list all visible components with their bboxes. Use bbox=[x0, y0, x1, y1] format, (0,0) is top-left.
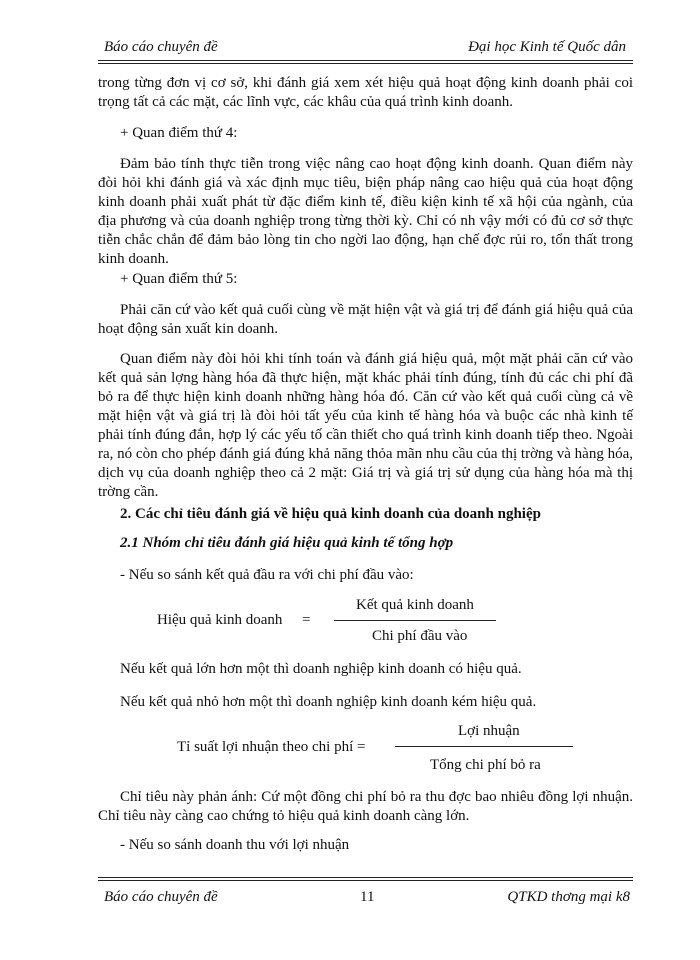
result-greater-than-one: Nếu kết quả lớn hơn một thì doanh nghiệp kinh doanh có hiệu quả. bbox=[120, 661, 522, 677]
header-rule bbox=[98, 60, 633, 61]
result-less-than-one: Nếu kết quả nhỏ hơn một thì doanh nghiệp kinh doanh kém hiệu quả. bbox=[120, 694, 537, 710]
paragraph-viewpoint-5-detail: Quan điểm này đòi hỏi khi tính toán và đánh giá hiệu quả, một mặt phải căn cứ vào kết quả sản lợng hàng hóa đã thực hiện, mặt khác phải tính đúng, tính đủ các chi phí đã bỏ ra để thực hiện kinh doanh những hàng hóa đó. Căn cứ vào kết quả cuối cùng cả về mặt hiện vật và giá trị là đòi hỏi tất yếu của kinh tế hàng hóa và buộc các nhà kinh tế phải tính đúng đắn, hợp lý các yếu tố cần thiết cho quá trình kinh doanh tiếp theo. Ngoài ra, nó còn cho phép đánh giá đúng khả năng thỏa mãn nhu cầu của thị trờng và hàng hóa, dịch vụ của doanh nghiệp theo cả 2 mặt: Giá trị và giá trị sử dụng của hàng hóa mà thị trờng cần. bbox=[98, 351, 633, 500]
footer-title-right: QTKD thơng mại k8 bbox=[507, 889, 630, 905]
header-rule-double bbox=[98, 63, 633, 64]
header-title-right: Đại học Kinh tế Quốc dân bbox=[468, 39, 626, 55]
formula1-lhs: Hiệu quả kinh doanh bbox=[157, 612, 283, 628]
paragraph-indicator-meaning: Chỉ tiêu này phản ánh: Cứ một đồng chi phí bỏ ra thu đợc bao nhiêu đồng lợi nhuận. Chỉ tiêu này càng cao chứng tỏ hiệu quả kinh doanh càng lớn. bbox=[98, 789, 633, 824]
formula1-numerator: Kết quả kinh doanh bbox=[356, 597, 474, 613]
footer-title-left: Báo cáo chuyên đề bbox=[104, 889, 218, 905]
viewpoint-5-heading: + Quan điểm thứ 5: bbox=[120, 271, 238, 287]
section-heading-2: 2. Các chỉ tiêu đánh giá về hiệu quả kinh doanh của doanh nghiệp bbox=[120, 506, 541, 522]
viewpoint-4-heading: + Quan điểm thứ 4: bbox=[120, 125, 238, 141]
formula2-denominator: Tổng chi phí bỏ ra bbox=[430, 757, 541, 773]
page-number: 11 bbox=[360, 889, 375, 905]
footer-rule-double bbox=[98, 880, 633, 881]
footer-rule bbox=[98, 877, 633, 878]
formula2-fraction-bar bbox=[395, 746, 573, 747]
formula2-lhs: Tỉ suất lợi nhuận theo chi phí = bbox=[177, 739, 366, 755]
formula1-equals: = bbox=[302, 612, 311, 628]
paragraph-continuation: trong từng đơn vị cơ sở, khi đánh giá xem xét hiệu quả hoạt động kinh doanh phải coi trọng tất cả các mặt, các lĩnh vực, các khâu của quá trình kinh doanh. bbox=[98, 75, 633, 110]
header-title-left: Báo cáo chuyên đề bbox=[104, 39, 218, 55]
paragraph-viewpoint-4: Đảm bảo tính thực tiễn trong việc nâng cao hoạt động kinh doanh. Quan điểm này đòi hỏi khi đánh giá và xác định mục tiêu, biện pháp nâng cao hiệu quả của hoạt động kinh doanh phải xuất phát từ đặc điểm kinh tế, điều kiện kinh tế xã hội của ngành, của địa phương và của doanh nghiệp trong từng thời kỳ. Chỉ có nh vậy mới có đủ cơ sở thực tiễn chắc chắn để đảm bảo lòng tin cho ngời lao động, hạn chế đợc rủi ro, tổn thất trong kinh doanh. bbox=[98, 156, 633, 267]
formula1-fraction-bar bbox=[334, 620, 496, 621]
paragraph-viewpoint-5: Phải căn cứ vào kết quả cuối cùng về mặt hiện vật và giá trị để đánh giá hiệu quả của hoạt động sản xuất kin doanh. bbox=[98, 302, 633, 337]
section-heading-2-1: 2.1 Nhóm chỉ tiêu đánh giá hiệu quả kinh tế tổng hợp bbox=[120, 535, 454, 551]
compare-output-input: - Nếu so sánh kết quả đầu ra với chi phí đầu vào: bbox=[120, 567, 414, 583]
compare-revenue-profit: - Nếu so sánh doanh thu với lợi nhuận bbox=[120, 837, 350, 853]
formula2-numerator: Lợi nhuận bbox=[458, 723, 520, 739]
formula1-denominator: Chi phí đầu vào bbox=[372, 628, 468, 644]
